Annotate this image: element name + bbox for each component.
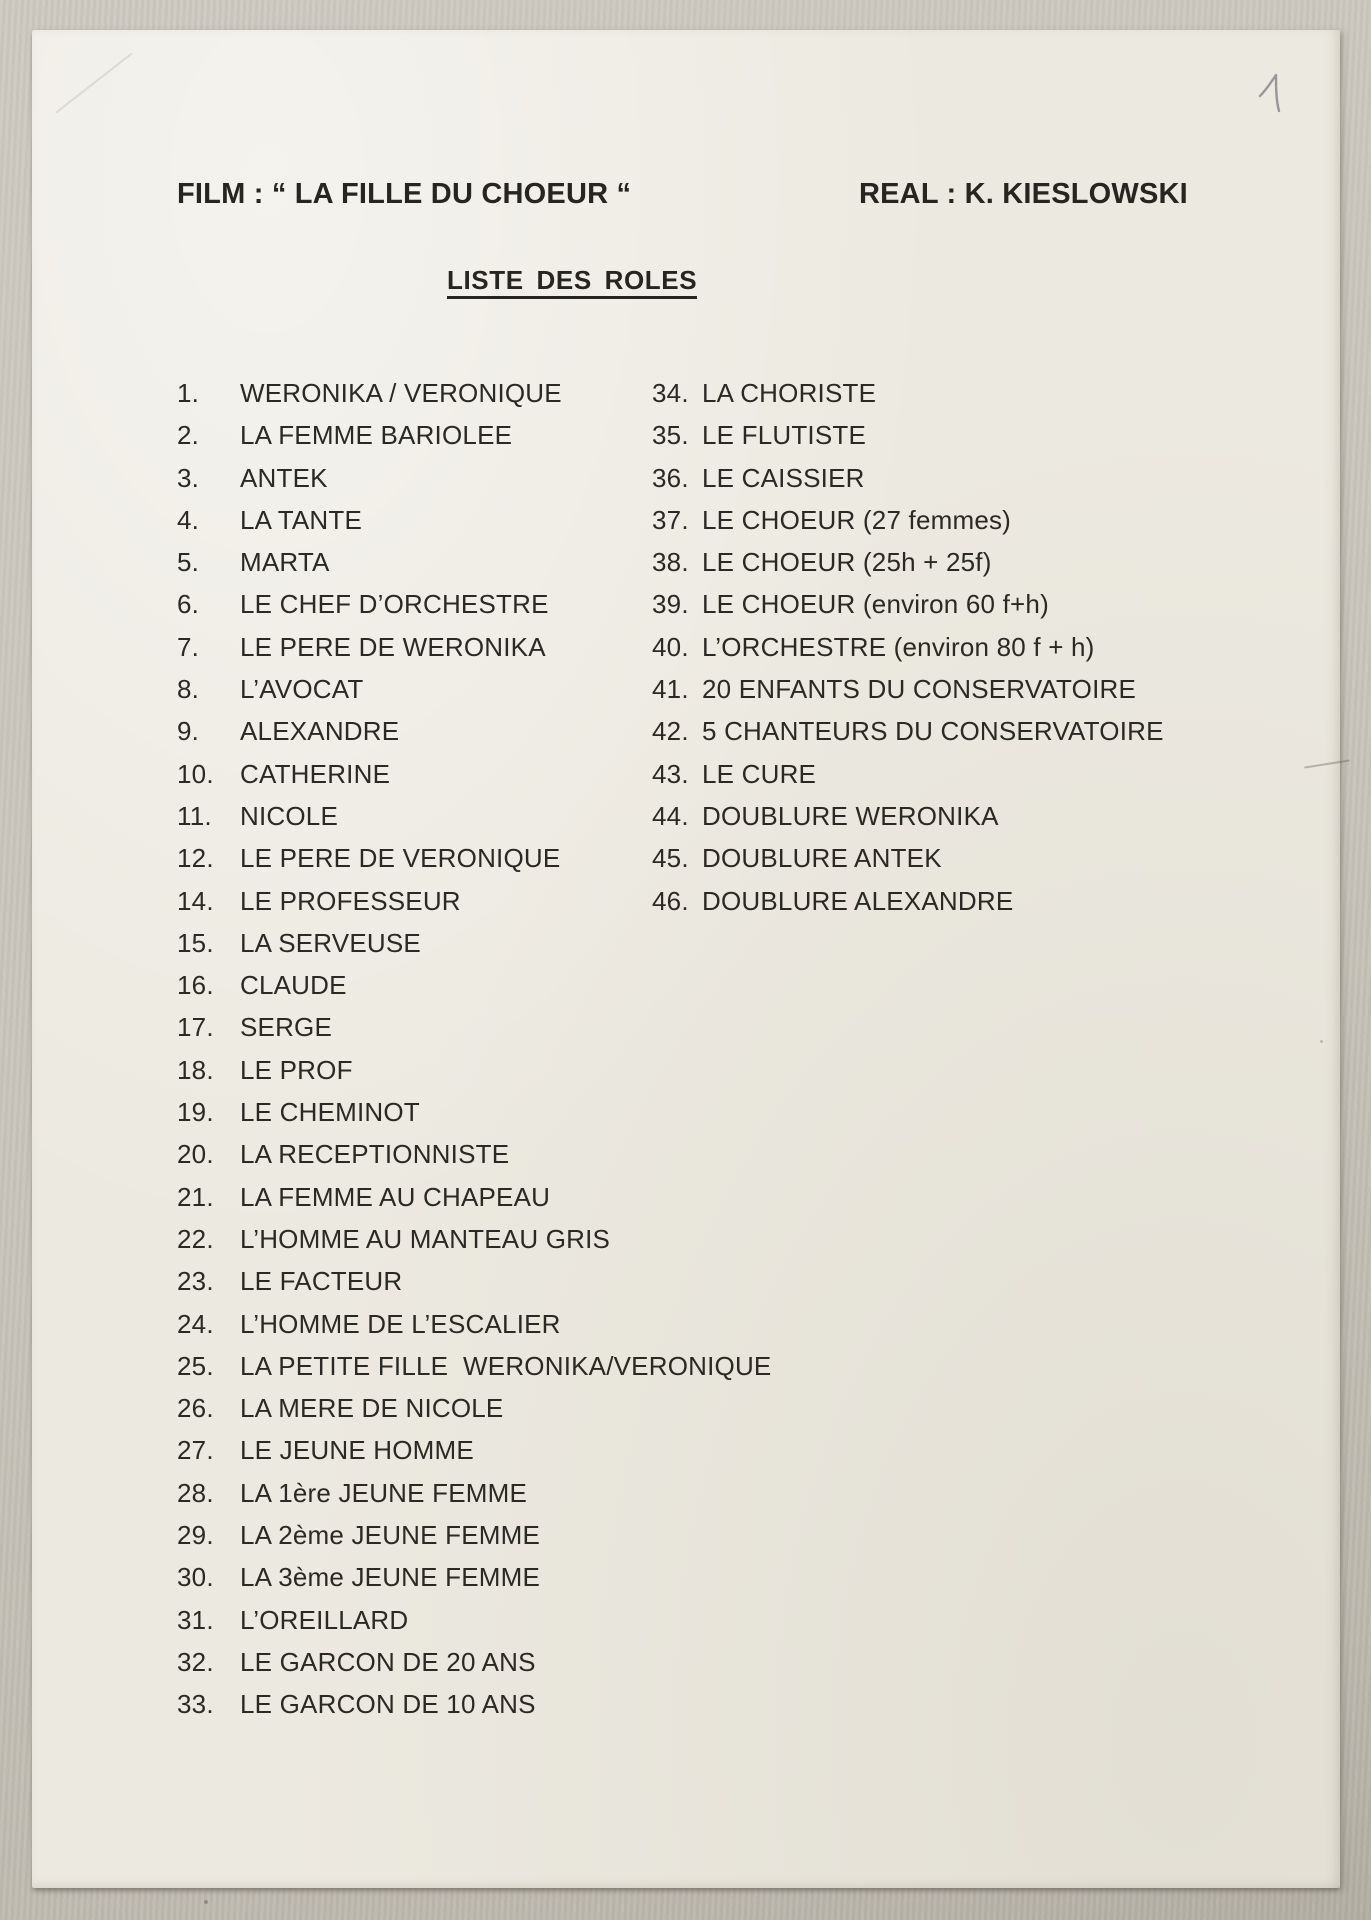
document-page (32, 30, 1340, 1888)
role-label: LE GARCON DE 20 ANS (240, 1646, 536, 1677)
role-label: LE PROFESSEUR (240, 885, 461, 916)
role-item (652, 626, 1212, 668)
role-item (177, 1429, 837, 1471)
role-number: 4. (177, 504, 200, 535)
role-item (652, 710, 1212, 752)
role-number: 40. (652, 631, 689, 662)
role-item (177, 1556, 837, 1598)
role-number: 9. (177, 716, 200, 747)
role-number: 39. (652, 589, 689, 620)
role-item (177, 1260, 837, 1302)
role-item (177, 1006, 837, 1048)
page-title: LISTE DES ROLES (447, 267, 697, 299)
role-item (652, 499, 1212, 541)
role-number: 12. (177, 843, 214, 874)
role-label: LE CAISSIER (702, 462, 865, 493)
role-number: 25. (177, 1350, 214, 1381)
role-number: 16. (177, 970, 214, 1001)
role-number: 26. (177, 1393, 214, 1424)
role-label: LE PERE DE WERONIKA (240, 631, 546, 662)
role-label: LE PERE DE VERONIQUE (240, 843, 561, 874)
role-label: WERONIKA / VERONIQUE (240, 378, 562, 408)
role-number: 44. (652, 800, 689, 831)
role-label: LA MERE DE NICOLE (240, 1393, 504, 1424)
role-label: CATHERINE (240, 758, 391, 789)
role-label: NICOLE (240, 800, 339, 831)
role-label: L’OREILLARD (240, 1604, 409, 1635)
director-label: REAL : K. KIESLOWSKI (859, 178, 1188, 210)
role-label: LE FLUTISTE (702, 420, 867, 451)
role-number: 27. (177, 1435, 214, 1466)
handwritten-page-number (1256, 72, 1288, 114)
role-number: 43. (652, 758, 689, 789)
role-number: 21. (177, 1181, 214, 1212)
role-item (177, 1176, 837, 1218)
role-item (652, 372, 1212, 414)
role-item (652, 880, 1212, 922)
role-number: 18. (177, 1054, 214, 1085)
role-item (652, 668, 1212, 710)
role-label: L’HOMME AU MANTEAU GRIS (240, 1223, 611, 1254)
role-number: 41. (652, 674, 689, 705)
role-number: 30. (177, 1562, 214, 1593)
role-item (177, 1514, 837, 1556)
role-item (177, 1049, 837, 1091)
corner-fold-mark (56, 53, 133, 114)
role-label: LE CHEF D’ORCHESTRE (240, 589, 549, 620)
role-number: 17. (177, 1012, 214, 1043)
role-number: 7. (177, 631, 200, 662)
role-label: LA RECEPTIONNISTE (240, 1139, 510, 1170)
dust-speck (1320, 1040, 1323, 1043)
role-number: 10. (177, 758, 214, 789)
role-label: LE GARCON DE 10 ANS (240, 1689, 536, 1720)
role-item (652, 414, 1212, 456)
dust-speck (204, 1900, 208, 1904)
role-item (177, 922, 837, 964)
role-number: 11. (177, 800, 212, 831)
film-title-label: FILM : “ LA FILLE DU CHOEUR “ (177, 178, 632, 210)
role-item (177, 1133, 837, 1175)
role-item (652, 457, 1212, 499)
role-item (177, 1218, 837, 1260)
role-label: LE CHEMINOT (240, 1097, 420, 1128)
role-label: LE FACTEUR (240, 1266, 403, 1297)
role-number: 33. (177, 1689, 214, 1720)
role-number: 3. (177, 462, 200, 493)
role-label: CLAUDE (240, 970, 347, 1001)
role-label: L’ORCHESTRE (environ 80 f + h) (702, 631, 1095, 662)
role-number: 42. (652, 716, 689, 747)
role-label: MARTA (240, 547, 330, 578)
role-item (177, 1387, 837, 1429)
role-label: LE CURE (702, 758, 817, 789)
role-label: L’HOMME DE L’ESCALIER (240, 1308, 561, 1339)
role-label: SERGE (240, 1012, 333, 1043)
role-label: DOUBLURE WERONIKA (702, 800, 999, 831)
role-number: 5. (177, 547, 200, 578)
role-item (177, 1641, 837, 1683)
role-number: 20. (177, 1139, 214, 1170)
role-number: 38. (652, 547, 689, 578)
role-number: 29. (177, 1520, 214, 1551)
role-item (652, 795, 1212, 837)
role-label: LE CHOEUR (25h + 25f) (702, 547, 992, 578)
role-number: 15. (177, 927, 214, 958)
role-label: LA CHORISTE (702, 378, 877, 408)
role-label: LE CHOEUR (environ 60 f+h) (702, 589, 1049, 620)
role-label: LA PETITE FILLE WERONIKA/VERONIQUE (240, 1350, 772, 1381)
role-label: LA FEMME BARIOLEE (240, 420, 513, 451)
role-number: 2. (177, 420, 200, 451)
role-item (177, 1091, 837, 1133)
role-label: DOUBLURE ANTEK (702, 843, 942, 874)
role-item (177, 1303, 837, 1345)
role-number: 45. (652, 843, 689, 874)
role-number: 36. (652, 462, 689, 493)
role-number: 14. (177, 885, 214, 916)
role-label: LA 3ème JEUNE FEMME (240, 1562, 540, 1593)
role-label: LA FEMME AU CHAPEAU (240, 1181, 551, 1212)
role-number: 22. (177, 1223, 214, 1254)
role-item (177, 964, 837, 1006)
role-label: LA 2ème JEUNE FEMME (240, 1520, 540, 1551)
role-label: LE PROF (240, 1054, 353, 1085)
role-label: ALEXANDRE (240, 716, 400, 747)
role-item (652, 837, 1212, 879)
roles-column-right (652, 372, 1212, 922)
role-label: L’AVOCAT (240, 674, 364, 705)
role-number: 23. (177, 1266, 214, 1297)
role-number: 34. (652, 378, 689, 408)
role-item (652, 753, 1212, 795)
role-item (652, 583, 1212, 625)
role-label: LE JEUNE HOMME (240, 1435, 474, 1466)
role-number: 46. (652, 885, 689, 916)
role-label: 5 CHANTEURS DU CONSERVATOIRE (702, 716, 1164, 747)
role-item (177, 1345, 837, 1387)
role-number: 24. (177, 1308, 214, 1339)
role-label: DOUBLURE ALEXANDRE (702, 885, 1014, 916)
role-label: ANTEK (240, 462, 328, 493)
role-label: 20 ENFANTS DU CONSERVATOIRE (702, 674, 1137, 705)
role-number: 6. (177, 589, 200, 620)
role-number: 1. (177, 378, 200, 408)
crease-mark (1304, 759, 1350, 768)
role-item (177, 1472, 837, 1514)
role-number: 8. (177, 674, 200, 705)
role-label: LA SERVEUSE (240, 927, 421, 958)
role-number: 19. (177, 1097, 214, 1128)
role-item (177, 1683, 837, 1725)
role-number: 31. (177, 1604, 214, 1635)
role-number: 32. (177, 1646, 214, 1677)
role-number: 28. (177, 1477, 214, 1508)
role-number: 35. (652, 420, 689, 451)
role-item (652, 541, 1212, 583)
role-label: LA 1ère JEUNE FEMME (240, 1477, 527, 1508)
role-item (177, 1599, 837, 1641)
role-label: LE CHOEUR (27 femmes) (702, 504, 1012, 535)
role-label: LA TANTE (240, 504, 363, 535)
role-number: 37. (652, 504, 689, 535)
